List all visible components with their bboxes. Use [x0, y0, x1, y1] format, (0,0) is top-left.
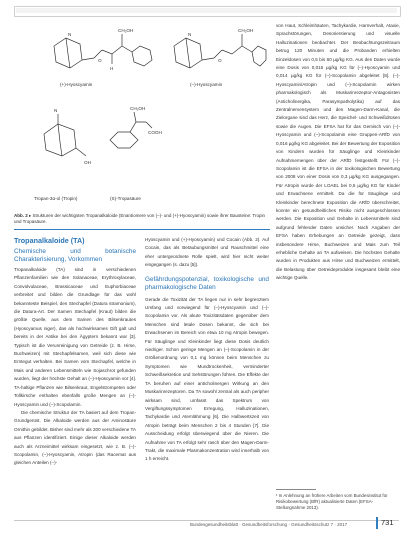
left-paragraph-2: Die chemische Struktur der TA basiert auf dem Tropan-Grundgerüst. Die Alkaloide werden aus der Aminosäure Ornithin gebildet. Bisher sind mehr als 200 verschiedene TA aus Pflanzen identifiziert. Einige dieser Alkaloide werden auch als Arzneimittel wirksam eingesetzt, wie z. B. (–)-Scopolamin, (–)-Hyoscyamin, Atropin (das Racemat aus gleichen Anteilen (–)- [14, 409, 136, 466]
hydroxyl-group: OH [84, 160, 91, 165]
page-number: 731 [381, 518, 394, 527]
section-subheading: Chemische und botanische Charakterisierung, Vorkommen [14, 248, 136, 263]
label-hyoscyamine-plus: (+)-Hyoscyamin [60, 82, 93, 87]
label-tropic-acid: (S)-Tropasäure [110, 196, 141, 201]
n-methyl-atom-2: N [188, 32, 192, 37]
label-tropanol: Tropan-3α-ol (Tropin) [34, 196, 78, 201]
oxygen-atom-1: O [98, 58, 102, 63]
carboxyl-group: COOH [148, 130, 162, 135]
middle-column [145, 236, 269, 518]
ch2oh-group-1: CH₂OH [118, 28, 134, 33]
footer-rule [14, 520, 399, 521]
label-hyoscyamine-minus: (–)-Hyoscyamin [190, 82, 223, 87]
page-number-bar [376, 517, 378, 529]
structure-figure [14, 24, 270, 210]
section-heading: Tropanalkaloide (TA) [14, 236, 85, 245]
left-paragraph-1: Tropanalkaloide (TA) sind in verschiedenen Pflanzenfamilien wie den Solanaceae, Erythroxylaceae, Convolvulaceae, Brassicaceae und Euphorbiaceae verbreitet und bilden die Grundlage für das wohl bekannteste Beispiel, den Stechapfel (Datura stramonium), die Datura-Art. Der Samen Stechapfel (Kraut) bilden die größte Quelle, aus dem Samen des Bilsenkrautes (Hyoscyamus niger), das als hochwirksames Gift galt und bereits in der Antike bei den Ägyptern bekannt war [3]. Typisch ist die Verunreinigung von Getreide (z. B. Hirse, Buchweizen) mit Stechapfelsamen, weil sich diese wie Erntegut verhalten. Bei Samen vom Stechapfel, welche in Mais und anderen Lebensmitteln wie Sojaschrot gefunden wurden, liegt der höchste Gehalt an (–)-Hyoscyamin vor [4]. TA-haltige Pflanzen wie Bilsenkraut, Engelstrompeten oder Tollkirsche enthalten ebenfalls große Mengen an (–)-Hyoscyamin und (–)-Scopolamin. [14, 267, 136, 407]
n-methyl-atom-1: N [68, 32, 72, 37]
oxygen-atom-2: O [218, 58, 222, 63]
tropanol-structure [44, 114, 86, 156]
middle-subheading: Gefährdungspotenzial, toxikologische und pharmakologische Daten [145, 275, 269, 291]
caption-text: ▸ Strukturen der wichtigsten Tropanalkaloide (Enantiomere von (–)- und (+)-Hyoscyamin) sowie ihrer Bausteine: Tropin und Tropasäure. [14, 213, 266, 224]
header-band [16, 8, 397, 13]
figure-caption [14, 213, 270, 225]
tropic-acid-structure [110, 112, 152, 148]
n-methyl-atom-3: N [54, 108, 58, 113]
journal-footer: Bundesgesundheitsblatt · Gesundheitsforschung · Gesundheitsschutz 7 · 2017 [190, 522, 348, 527]
caption-lead: Abb. 2 [14, 213, 28, 218]
chemical-structures-drawing [14, 24, 270, 210]
hydrogen-atom-1: H [110, 66, 114, 71]
middle-paragraph-2: Gerade die Toxizität der TA liegen nur in sehr begrenztem Umfang und vorwiegend für (–)-Hyoscyamin und (–)-Scopolamin vor. Als akute Toxizitätsdaten gegenüber dem Menschen sind letale Dosen bekannt, die sich bei Erwachsenen im Bereich von etwa 10 mg Atropin bewegen. Für Säuglinge und Kleinkinder liegt diese Dosis deutlich niedriger. Schon geringe Mengen an (–)-Scopolamin in der Größenordnung von 0,1 mg können beim Menschen zu Symptomen wie Mundtrockenheit, verminderter Schweißsekretion und Sehstörungen führen. Die Effekte der TA beruhen auf einer anticholinergen Wirkung an den Muskarinrezeptoren. Da TA sowohl zentral als auch peripher wirksam sind, umfasst das Spektrum von Vergiftungssymptomen Erregung, Halluzinationen, Tachykardie und Atemlähmung [6]. Die Halbwertszeit von Atropin beträgt beim Menschen 2 bis 4 Stunden [7]. Die Ausscheidung erfolgt überwiegend über die Nieren. Die Aufnahme von TA erfolgt sehr rasch über den Magen-Darm-Trakt, die maximale Plasmakonzentration wird innerhalb von 1 h erreicht. [145, 296, 269, 462]
hyoscyamine-plus-structure [54, 34, 152, 68]
middle-paragraph-1: Hyoscyamin und (+)-Hyoscyamin) und Cocain (Abb. 2). Auf Cocain, das als Betäubungsmittel und Rauschmittel eine eher untergeordnete Rolle spielt, wird hier nicht weiter eingegangen (s. dazu [5]). [145, 237, 269, 268]
footnote: ¹ In Anlehnung an frühere Arbeiten vom Bundesinstitut für Risikobewertung (BfR) aktualisierte Daten (EFSA-Stellungnahme 2013). [276, 493, 388, 510]
ch2oh-group-3: CH₂OH [130, 106, 146, 111]
ch2oh-group-2: CH₂OH [238, 28, 254, 33]
right-column [276, 22, 400, 484]
left-column [14, 236, 136, 518]
footnote-rule [276, 489, 316, 490]
right-paragraph: von Haut, Schleimhäuten, Tachykardie, Harnverhalt, Ataxie, Sprachstörungen, Desorientierung und visuelle Halluzinationen beobachtet. Der Beobachtungszeitraum betrug 120 Minuten und die Probanden erhielten Einzeldosen von 0,5 bis 60 µg/kg KG. Aus den Daten wurde eine Dosis von 0,016 µg/kg KG für (–)-Hyoscyamin und 0,014 µg/kg KG für (–)-Scopolamin abgeleitet [8]. (–)-Hyoscyamin/Atropin und (–)-Scopolamin wirken pharmakologisch als Muskarinrezeptor-Antagonisten (Anticholinergika, Parasympatholytika) auf das Zentralnervensystem und den Magen-Darm-Kanal, die Zielorgane sind das Herz, die Speichel- und Schweißdrüsen sowie die Augen. Die EFSA hat für das Gemisch von (–)-Hyoscyamin und (–)-Scopolamin eine Gruppen-ARfD von 0,016 µg/kg KG abgeleitet. Bei der Bewertung der Exposition von Kindern wurden für Säuglinge und Kleinkinder Aufnahmemengen über der ARfD festgestellt. Für (–)-Scopolamin ist die EFSA in der toxikologischen Bewertung von 2008 von einer Dosis von 0,3 µg/kg KG ausgegangen. Für Atropin wurde der LOAEL bei 0,5 µg/kg KG für Kinder und Erwachsene ermittelt. Da die für Säuglinge und Kleinkinder berechnete Exposition die ARfD überschreitet, konnte ein gesundheitliches Risiko nicht ausgeschlossen werden. Die Exposition und Gehalte in Lebensmitteln sind aufgrund fehlender Daten unsicher. Nach Angaben der EFSA haben Erhebungen an Getreide gezeigt, dass insbesondere Hirse, Buchweizen und Mais zum Teil erhebliche Gehalte an TA aufweisen. Die höchsten Gehalte wurden in Produkten aus Hirse und Buchweizen ermittelt, die Belastung über Getreideprodukte insgesamt bleibt eine wichtige Quelle. [276, 23, 400, 281]
figure-divider [14, 229, 270, 230]
